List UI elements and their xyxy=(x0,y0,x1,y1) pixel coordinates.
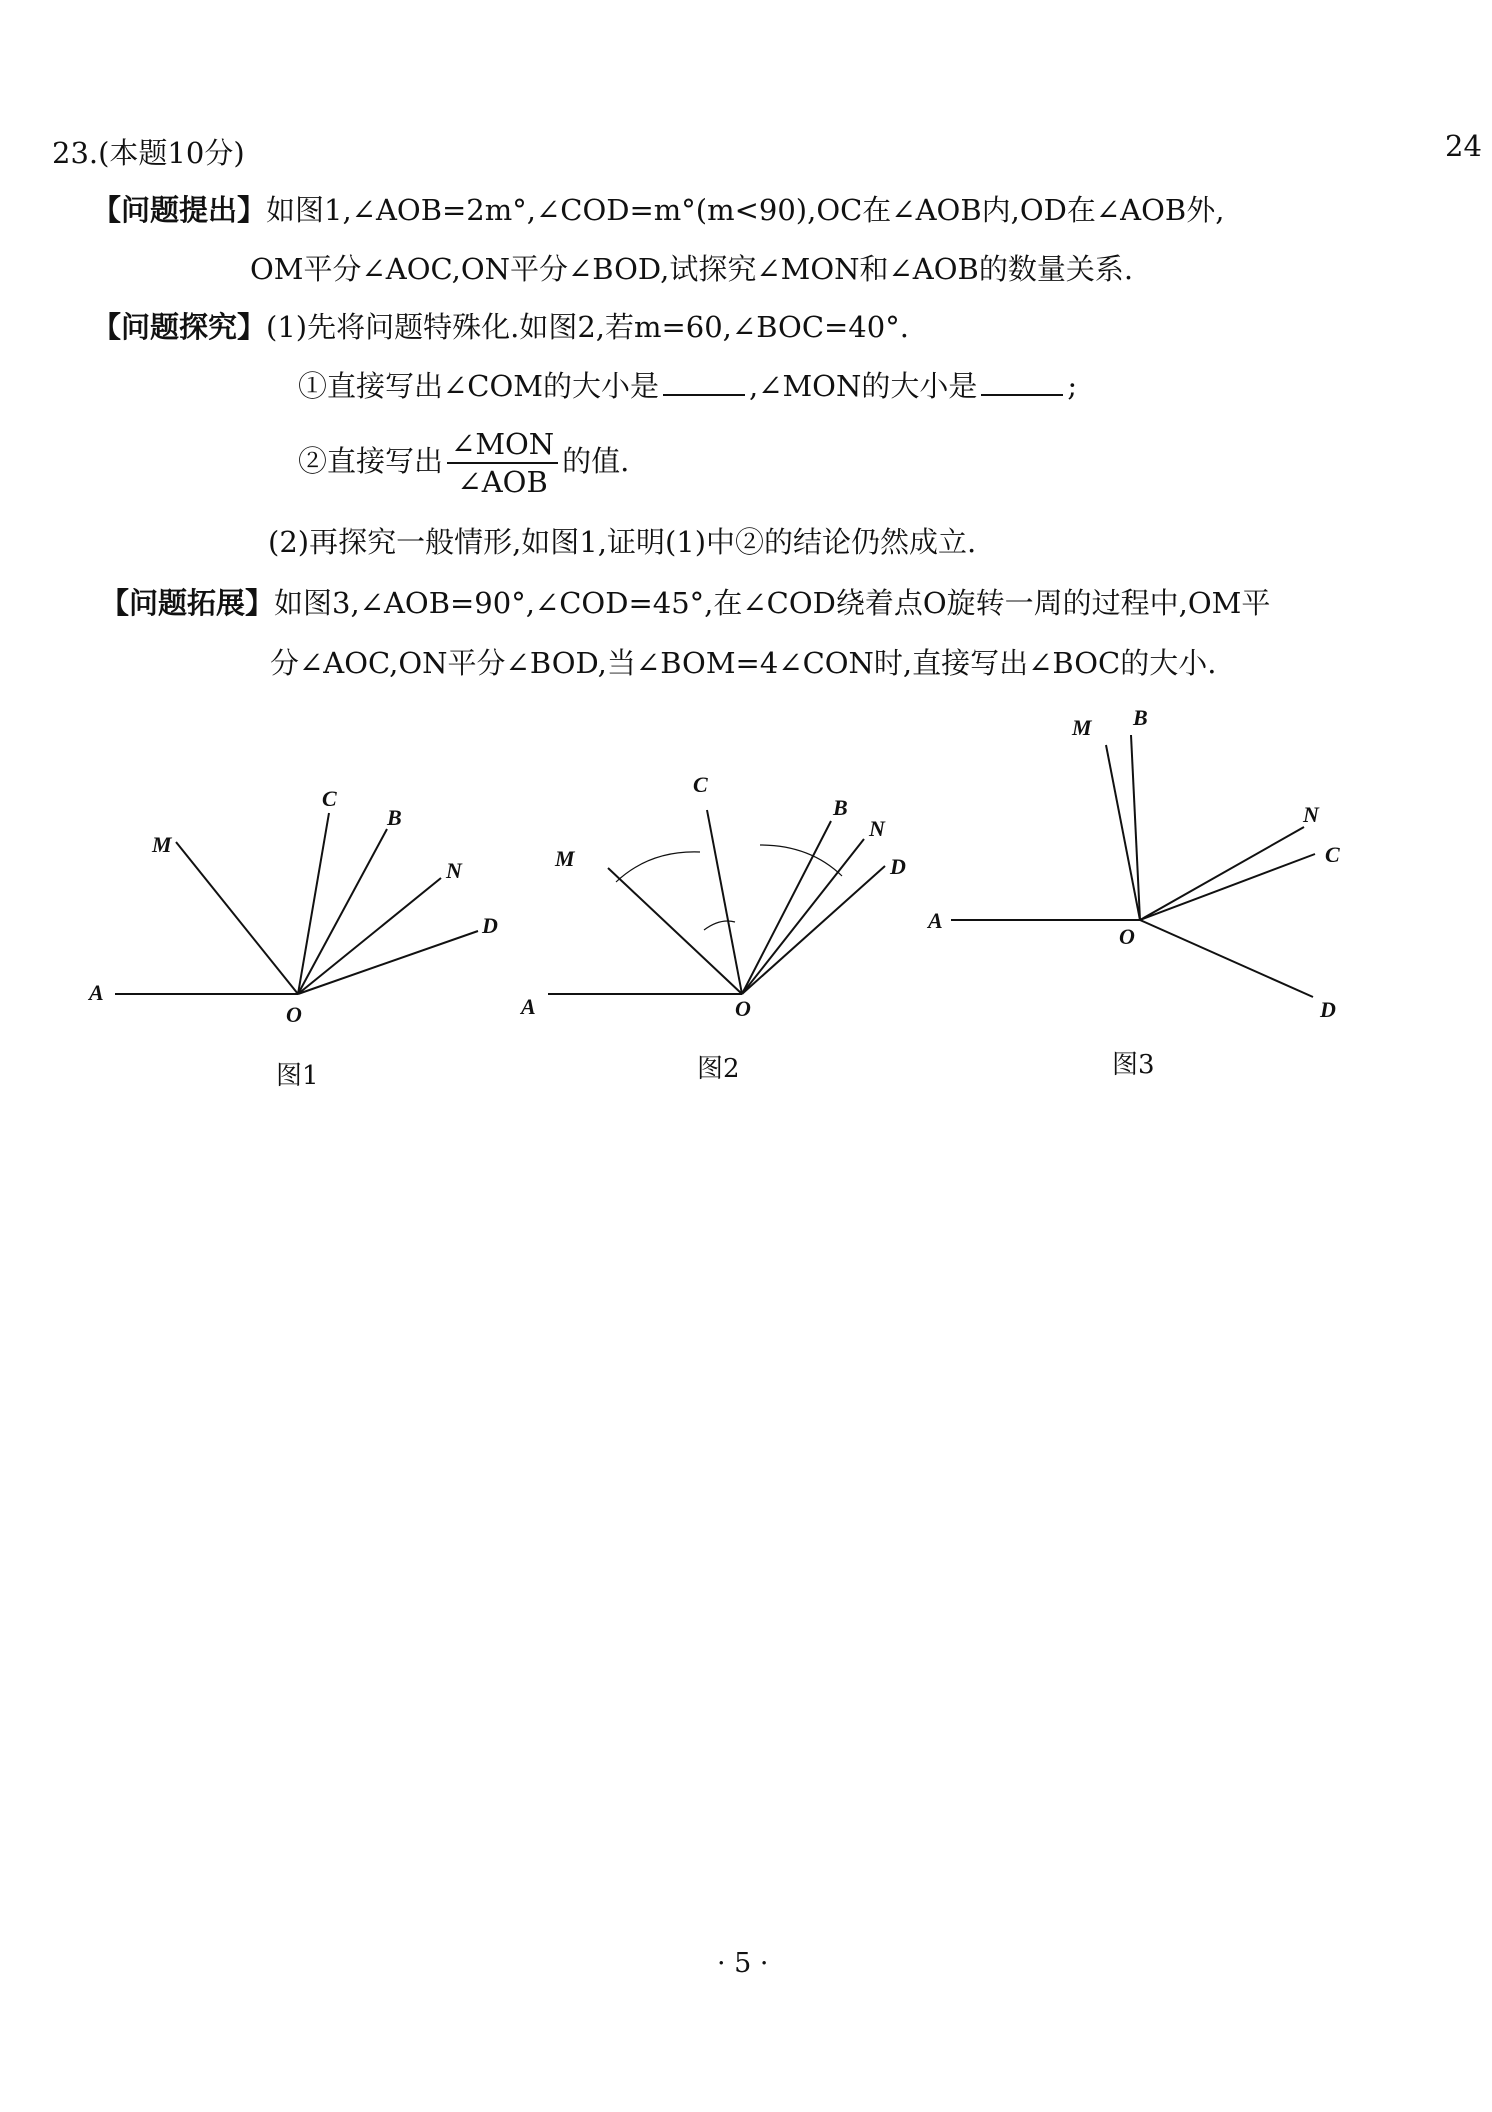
fig3-label-C: C xyxy=(1325,842,1340,867)
page-number: · 5 · xyxy=(717,1948,769,1979)
fig1-label-D: D xyxy=(482,913,498,938)
fig3-label-A: A xyxy=(928,908,943,933)
fig3-label-O: O xyxy=(1119,924,1135,949)
fig2-label-O: O xyxy=(735,996,751,1021)
figure-3-rays xyxy=(951,735,1315,997)
general-case-line: (2)再探究一般情形,如图1,证明(1)中②的结论仍然成立. xyxy=(268,525,977,559)
problem-statement-line-2: OM平分∠AOC,ON平分∠BOD,试探究∠MON和∠AOB的数量关系. xyxy=(250,252,1134,286)
exploration-text: (1)先将问题特殊化.如图2,若m=60,∠BOC=40°. xyxy=(266,310,909,344)
fraction-numerator: ∠MON xyxy=(447,426,558,464)
section-tag-extension: 【问题拓展】 xyxy=(100,586,275,620)
figure-1-caption: 图1 xyxy=(276,1061,319,1091)
corner-number: 24 xyxy=(1445,129,1482,163)
fig3-label-D: D xyxy=(1320,997,1336,1022)
fig1-label-O: O xyxy=(286,1002,302,1027)
problem-text: 如图1,∠AOB=2m°,∠COD=m°(m<90),OC在∠AOB内,OD在∠AOB外, xyxy=(266,193,1225,227)
fig1-label-N: N xyxy=(446,858,462,883)
figure-3-labels xyxy=(926,705,1340,1022)
fig3-label-M: M xyxy=(1072,715,1092,740)
subquestion-2-text-a: ②直接写出 xyxy=(298,444,444,478)
extension-line-2: 分∠AOC,ON平分∠BOD,当∠BOM=4∠CON时,直接写出∠BOC的大小. xyxy=(270,646,1217,680)
fig2-label-M: M xyxy=(555,846,575,871)
fig3-label-B: B xyxy=(1133,705,1148,730)
figure-2-rays xyxy=(548,810,885,994)
fig2-label-C: C xyxy=(693,772,708,797)
figure-2-labels xyxy=(519,772,906,1021)
section-tag-problem: 【问题提出】 xyxy=(92,193,267,227)
subquestion-1-text-c: ; xyxy=(1067,369,1078,403)
fig1-label-M: M xyxy=(152,832,172,857)
fig1-label-B: B xyxy=(387,805,402,830)
extension-text: 如图3,∠AOB=90°,∠COD=45°,在∠COD绕着点O旋转一周的过程中,OM平 xyxy=(274,586,1271,620)
figure-3-caption: 图3 xyxy=(1112,1050,1155,1080)
figure-2-caption: 图2 xyxy=(697,1054,740,1084)
fraction-denominator: ∠AOB xyxy=(457,465,548,499)
figure-1-labels xyxy=(87,786,498,1027)
fig2-label-B: B xyxy=(833,795,848,820)
subquestion-2-text-b: 的值. xyxy=(562,444,630,478)
fig2-label-A: A xyxy=(521,994,536,1019)
fig2-label-D: D xyxy=(890,854,906,879)
subquestion-1-text-a: ①直接写出∠COM的大小是 xyxy=(298,369,659,403)
fig2-label-N: N xyxy=(869,816,885,841)
fig1-label-C: C xyxy=(322,786,337,811)
subquestion-1-text-b: ,∠MON的大小是 xyxy=(748,369,978,403)
section-tag-exploration: 【问题探究】 xyxy=(92,310,267,344)
fig1-label-A: A xyxy=(89,980,104,1005)
fig3-label-N: N xyxy=(1303,802,1319,827)
question-title: 23.(本题10分) xyxy=(52,136,245,170)
